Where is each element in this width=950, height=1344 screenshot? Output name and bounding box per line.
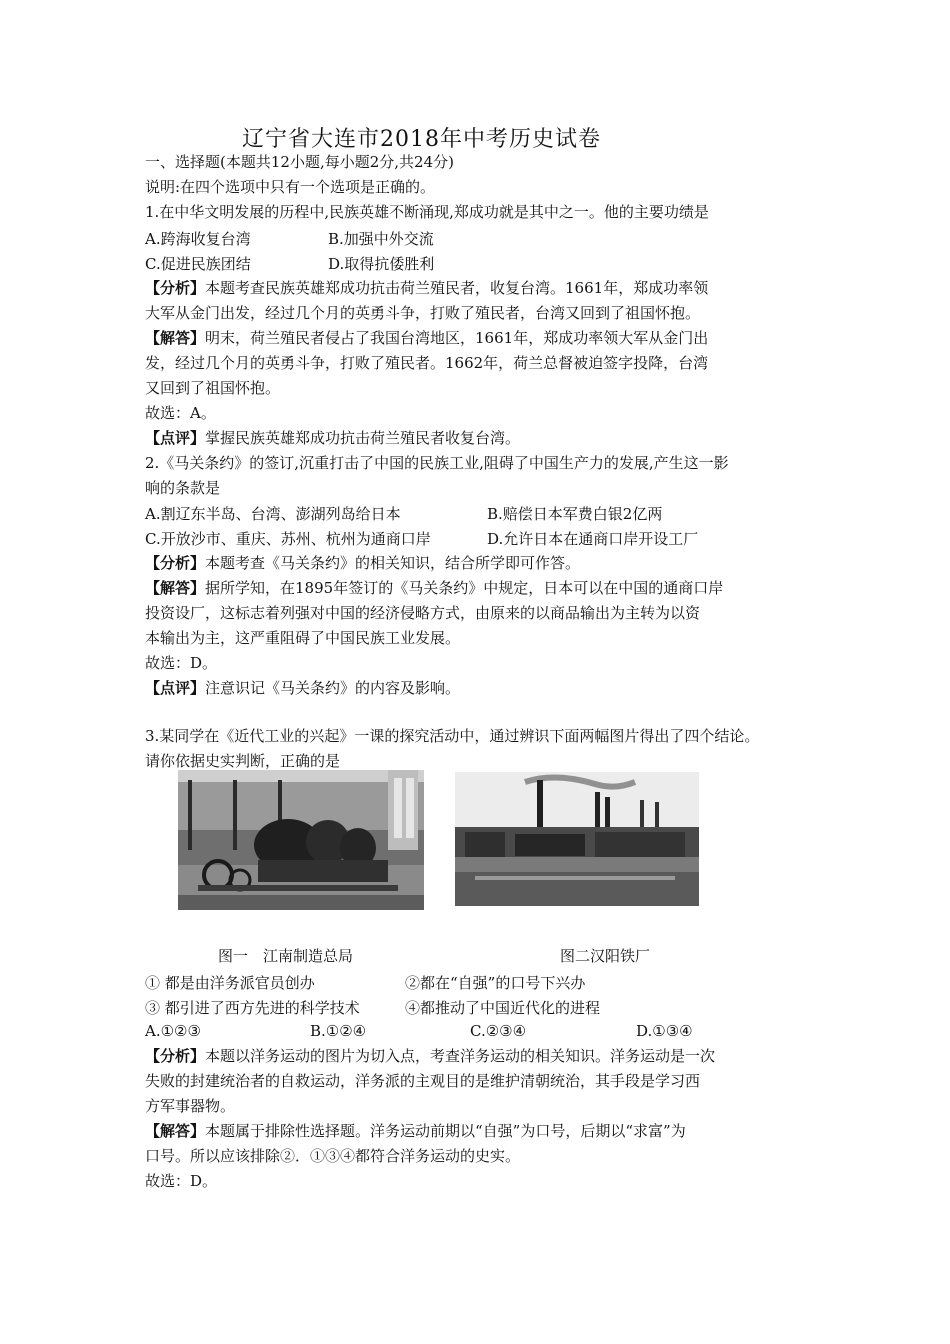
page-title: 辽宁省大连市2018年中考历史试卷 — [242, 127, 601, 152]
section-heading: 一、选择题(本题共12小题,每小题2分,共24分) — [145, 153, 454, 171]
q3-option-b: B.①②④ — [310, 1022, 367, 1040]
jiangnan-arsenal-photo — [178, 770, 424, 910]
solution-label: 【解答】 — [145, 579, 206, 597]
q2-option-c: C.开放沙市、重庆、苏州、杭州为通商口岸 — [145, 530, 431, 548]
q3-statement-4: ④都推动了中国近代化的进程 — [405, 999, 601, 1017]
solution-label: 【解答】 — [145, 1122, 206, 1140]
q2-solution-cont: 投资设厂，这标志着列强对中国的经济侵略方式，由原来的以商品输出为主转为以资 — [145, 604, 701, 622]
q2-analysis — [145, 551, 580, 576]
q1-option-c: C.促进民族团结 — [145, 255, 251, 273]
comment-label: 【点评】 — [145, 429, 206, 447]
q3-stem-cont: 请你依据史实判断，正确的是 — [145, 752, 341, 770]
q3-option-d: D.①③④ — [636, 1022, 693, 1040]
analysis-label: 【分析】 — [145, 554, 206, 572]
q1-option-d: D.取得抗倭胜利 — [328, 255, 435, 273]
q3-analysis-cont2: 方军事器物。 — [145, 1097, 236, 1115]
q1-comment-text: 掌握民族英雄郑成功抗击荷兰殖民者收复台湾。 — [205, 429, 521, 447]
q3-analysis-cont: 失败的封建统治者的自救运动，洋务派的主观目的是维护清朝统治，其手段是学习西 — [145, 1072, 701, 1090]
q2-option-d: D.允许日本在通商口岸开设工厂 — [487, 530, 699, 548]
q2-stem-cont: 响的条款是 — [145, 479, 221, 497]
q2-option-a: A.割辽东半岛、台湾、澎湖列岛给日本 — [145, 505, 401, 523]
q3-analysis-text: 本题以洋务运动的图片为切入点，考查洋务运动的相关知识。洋务运动是一次 — [205, 1047, 716, 1065]
hanyang-ironworks-photo — [455, 772, 699, 906]
q2-answer: 故选：D。 — [145, 654, 218, 672]
q1-analysis-cont: 大军从金门出发，经过几个月的英勇斗争，打败了殖民者，台湾又回到了祖国怀抱。 — [145, 304, 701, 322]
q1-stem: 1.在中华文明发展的历程中,民族英雄不断涌现,郑成功就是其中之一。他的主要功绩是 — [145, 203, 709, 221]
q1-comment — [145, 426, 520, 451]
q3-statement-3: ③ 都引进了西方先进的科学技术 — [145, 999, 360, 1017]
q1-solution-cont: 发，经过几个月的英勇斗争，打败了殖民者。1662年，荷兰总督被迫签字投降，台湾 — [145, 354, 709, 372]
analysis-label: 【分析】 — [145, 279, 206, 297]
q3-statement-2: ②都在“自强”的口号下兴办 — [405, 974, 586, 992]
q1-solution-text: 明末，荷兰殖民者侵占了我国台湾地区，1661年，郑成功率领大军从金门出 — [205, 329, 709, 347]
q3-statement-1: ① 都是由洋务派官员创办 — [145, 974, 315, 992]
q2-solution-text: 据所学知，在1895年签订的《马关条约》中规定，日本可以在中国的通商口岸 — [205, 579, 724, 597]
q3-option-c: C.②③④ — [470, 1022, 527, 1040]
q1-option-b: B.加强中外交流 — [328, 230, 434, 248]
q2-comment-text: 注意识记《马关条约》的内容及影响。 — [205, 679, 461, 697]
q1-analysis — [145, 276, 708, 301]
q2-stem: 2.《马关条约》的签订,沉重打击了中国的民族工业,阻碍了中国生产力的发展,产生这一影 — [145, 454, 729, 472]
q1-answer: 故选：A。 — [145, 404, 216, 422]
comment-label: 【点评】 — [145, 679, 206, 697]
q3-option-a: A.①②③ — [145, 1022, 201, 1040]
q3-stem: 3.某同学在《近代工业的兴起》一课的探究活动中，通过辨识下面两幅图片得出了四个结论。 — [145, 727, 760, 745]
instructions: 说明:在四个选项中只有一个选项是正确的。 — [145, 178, 436, 196]
figure-1-caption: 图一 江南制造总局 — [218, 947, 354, 965]
figure-2-caption: 图二汉阳铁厂 — [560, 947, 651, 965]
q3-solution-text: 本题属于排除性选择题。洋务运动前期以“自强”为口号，后期以“求富”为 — [205, 1122, 686, 1140]
q1-analysis-text: 本题考查民族英雄郑成功抗击荷兰殖民者，收复台湾。1661年，郑成功率领 — [205, 279, 709, 297]
q1-solution — [145, 326, 708, 351]
q3-analysis — [145, 1044, 715, 1069]
q1-solution-cont2: 又回到了祖国怀抱。 — [145, 379, 281, 397]
q2-option-b: B.赔偿日本军费白银2亿两 — [487, 505, 663, 523]
q3-solution — [145, 1119, 686, 1144]
q2-solution-cont2: 本输出为主，这严重阻碍了中国民族工业发展。 — [145, 629, 461, 647]
q2-solution — [145, 576, 723, 601]
solution-label: 【解答】 — [145, 329, 206, 347]
q2-analysis-text: 本题考查《马关条约》的相关知识，结合所学即可作答。 — [205, 554, 581, 572]
analysis-label: 【分析】 — [145, 1047, 206, 1065]
q3-answer: 故选：D。 — [145, 1172, 218, 1190]
q3-solution-cont: 口号。所以应该排除②．①③④都符合洋务运动的史实。 — [145, 1147, 521, 1165]
q1-option-a: A.跨海收复台湾 — [145, 230, 251, 248]
q2-comment — [145, 676, 460, 701]
